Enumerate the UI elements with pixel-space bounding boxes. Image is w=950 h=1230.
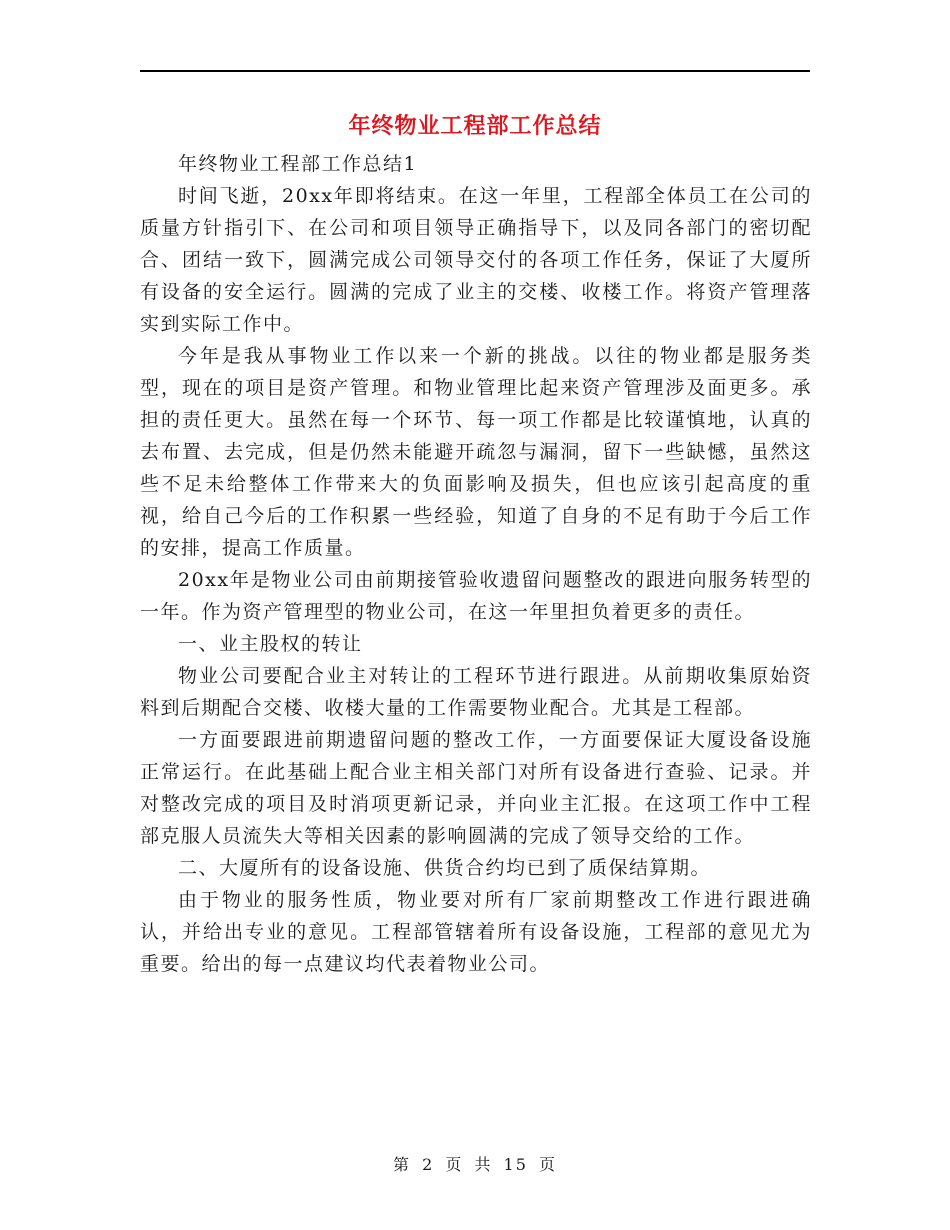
body-paragraph: 由于物业的服务性质，物业要对所有厂家前期整改工作进行跟进确认，并给出专业的意见。工程部管辖着所有设备设施，工程部的意见尤为重要。给出的每一点建议均代表着物业公司。 xyxy=(140,889,812,975)
document-body xyxy=(140,148,812,980)
document-title: 年终物业工程部工作总结 xyxy=(348,113,602,139)
body-paragraph: 一方面要跟进前期遗留问题的整改工作，一方面要保证大厦设备设施正常运行。在此基础上配合业主相关部门对所有设备进行查验、记录。并对整改完成的项目及时消项更新记录，并向业主汇报。在这项工作中工程部克服人员流失大等相关因素的影响圆满的完成了领导交给的工作。 xyxy=(140,729,812,847)
section-heading: 二、大厦所有的设备设施、供货合约均已到了质保结算期。 xyxy=(178,857,712,879)
body-paragraph: 物业公司要配合业主对转让的工程环节进行跟进。从前期收集原始资料到后期配合交楼、收楼大量的工作需要物业配合。尤其是工程部。 xyxy=(140,665,812,719)
body-paragraph: 时间飞逝，20xx年即将结束。在这一年里，工程部全体员工在公司的质量方针指引下、在公司和项目领导正确指导下，以及同各部门的密切配合、团结一致下，圆满完成公司领导交付的各项工作任务，保证了大厦所有设备的安全运行。圆满的完成了业主的交楼、收楼工作。将资产管理落实到实际工作中。 xyxy=(140,185,812,335)
header-rule xyxy=(140,70,810,72)
body-paragraph: 20xx年是物业公司由前期接管验收遗留问题整改的跟进向服务转型的一年。作为资产管理型的物业公司，在这一年里担负着更多的责任。 xyxy=(140,569,812,623)
section-heading: 年终物业工程部工作总结1 xyxy=(178,153,418,175)
section-heading: 一、业主股权的转让 xyxy=(178,633,363,655)
body-paragraph: 今年是我从事物业工作以来一个新的挑战。以往的物业都是服务类型，现在的项目是资产管理。和物业管理比起来资产管理涉及面更多。承担的责任更大。虽然在每一个环节、每一项工作都是比较谨慎地，认真的去布置、去完成，但是仍然未能避开疏忽与漏洞，留下一些缺憾，虽然这些不足未给整体工作带来大的负面影响及损失，但也应该引起高度的重视，给自己今后的工作积累一些经验，知道了自身的不足有助于今后工作的安排，提高工作质量。 xyxy=(140,345,812,559)
page-footer: 第 2 页 共 15 页 xyxy=(393,1155,557,1174)
